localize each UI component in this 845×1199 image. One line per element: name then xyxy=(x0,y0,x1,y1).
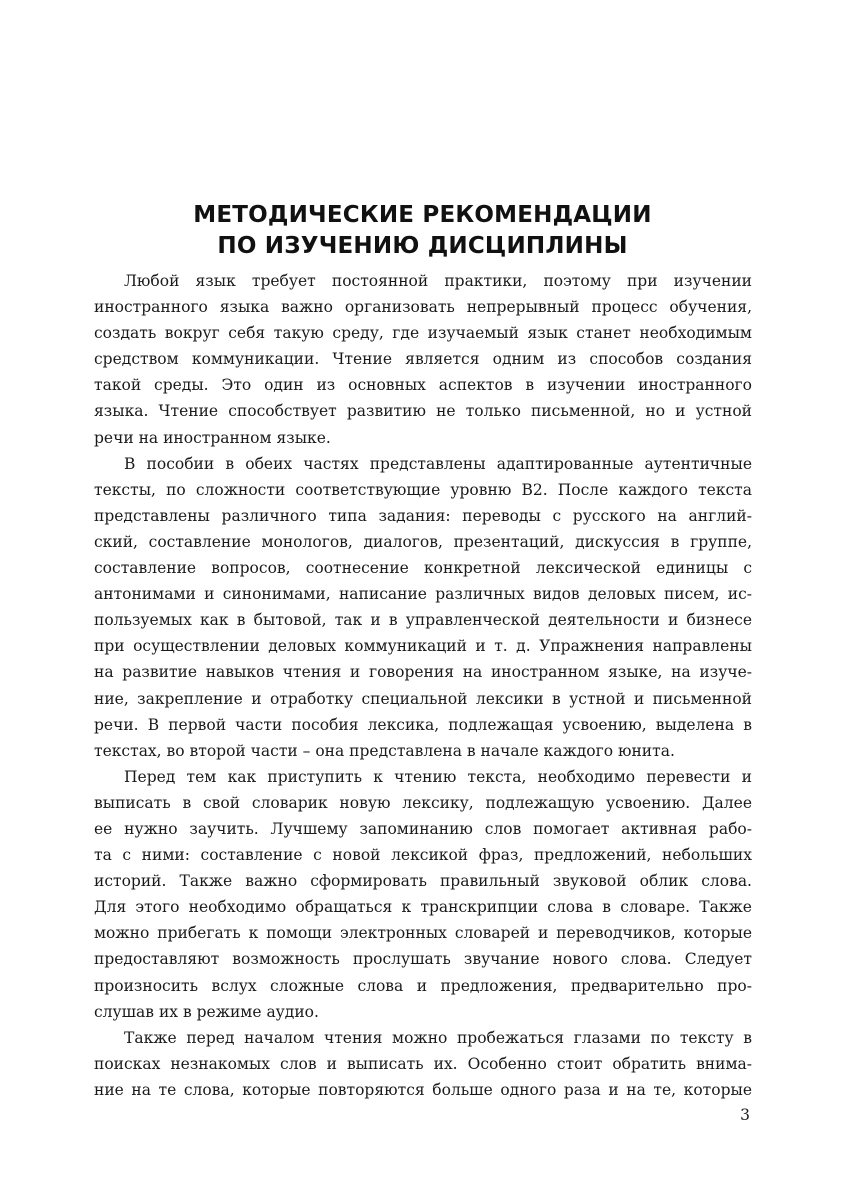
text-line: слушав их в режиме аудио. xyxy=(94,1002,319,1021)
text-line: такой среды. Это один из основных аспектов в изучении иностранного xyxy=(94,376,752,395)
text-line: историй. Также важно сформировать правильный звуковой облик слова. xyxy=(94,872,752,891)
paragraph xyxy=(94,764,752,1025)
text-line: ее нужно заучить. Лучшему запоминанию слов помогает активная рабо- xyxy=(94,819,752,838)
text-line: ние, закрепление и отработку специальной лексики в устной и письменной xyxy=(94,689,752,708)
text-line: средством коммуникации. Чтение является одним из способов создания xyxy=(94,350,752,369)
text-line: тексты, по сложности соответствующие уровню B2. После каждого текста xyxy=(94,480,752,499)
text-line: ский, составление монологов, диалогов, презентаций, дискуссия в группе, xyxy=(94,532,752,551)
text-line: та с ними: составление с новой лексикой фраз, предложений, небольших xyxy=(94,846,752,865)
paragraph xyxy=(94,268,752,451)
text-line: представлены различного типа задания: переводы с русского на англий- xyxy=(94,506,752,525)
paragraph xyxy=(94,451,752,764)
text-line: создать вокруг себя такую среду, где изучаемый язык станет необходимым xyxy=(94,324,752,343)
text-line: Перед тем как приступить к чтению текста, необходимо перевести и xyxy=(124,767,752,786)
page-title-line-1: МЕТОДИЧЕСКИЕ РЕКОМЕНДАЦИИ xyxy=(193,202,652,228)
text-line: речи на иностранном языке. xyxy=(94,428,331,447)
text-line: можно прибегать к помощи электронных словарей и переводчиков, которые xyxy=(94,924,752,943)
text-line: В пособии в обеих частях представлены адаптированные аутентичные xyxy=(124,454,752,473)
paragraph xyxy=(94,1025,752,1103)
text-line: выписать в свой словарик новую лексику, подлежащую усвоению. Далее xyxy=(94,793,752,812)
text-line: произносить вслух сложные слова и предложения, предварительно про- xyxy=(94,976,752,995)
text-line: Также перед началом чтения можно пробежаться глазами по тексту в xyxy=(124,1028,752,1047)
text-line: составление вопросов, соотнесение конкретной лексической единицы с xyxy=(94,559,752,578)
text-line: на развитие навыков чтения и говорения на иностранном языке, на изуче- xyxy=(94,663,752,682)
text-line: речи. В первой части пособия лексика, подлежащая усвоению, выделена в xyxy=(94,715,752,734)
text-line: Любой язык требует постоянной практики, поэтому при изучении xyxy=(124,272,752,290)
text-line: при осуществлении деловых коммуникаций и т. д. Упражнения направлены xyxy=(94,637,752,656)
text-line: предоставляют возможность прослушать звучание нового слова. Следует xyxy=(94,950,752,969)
text-line: ние на те слова, которые повторяются больше одного раза и на те, которые xyxy=(94,1080,752,1099)
text-line: поисках незнакомых слов и выписать их. Особенно стоит обратить внима- xyxy=(94,1054,752,1073)
page-number: 3 xyxy=(740,1106,750,1124)
text-line: языка. Чтение способствует развитию не только письменной, но и устной xyxy=(94,402,752,421)
body-text xyxy=(94,268,752,1103)
text-line: иностранного языка важно организовать непрерывный процесс обучения, xyxy=(94,298,752,317)
text-line: текстах, во второй части – она представлена в начале каждого юнита. xyxy=(94,741,675,760)
text-line: антонимами и синонимами, написание различных видов деловых писем, ис- xyxy=(94,585,752,604)
text-line: пользуемых как в бытовой, так и в управленческой деятельности и бизнесе xyxy=(94,611,752,630)
text-line: Для этого необходимо обращаться к транскрипции слова в словаре. Также xyxy=(94,898,752,917)
page-title-line-2: ПО ИЗУЧЕНИЮ ДИСЦИПЛИНЫ xyxy=(217,233,628,259)
